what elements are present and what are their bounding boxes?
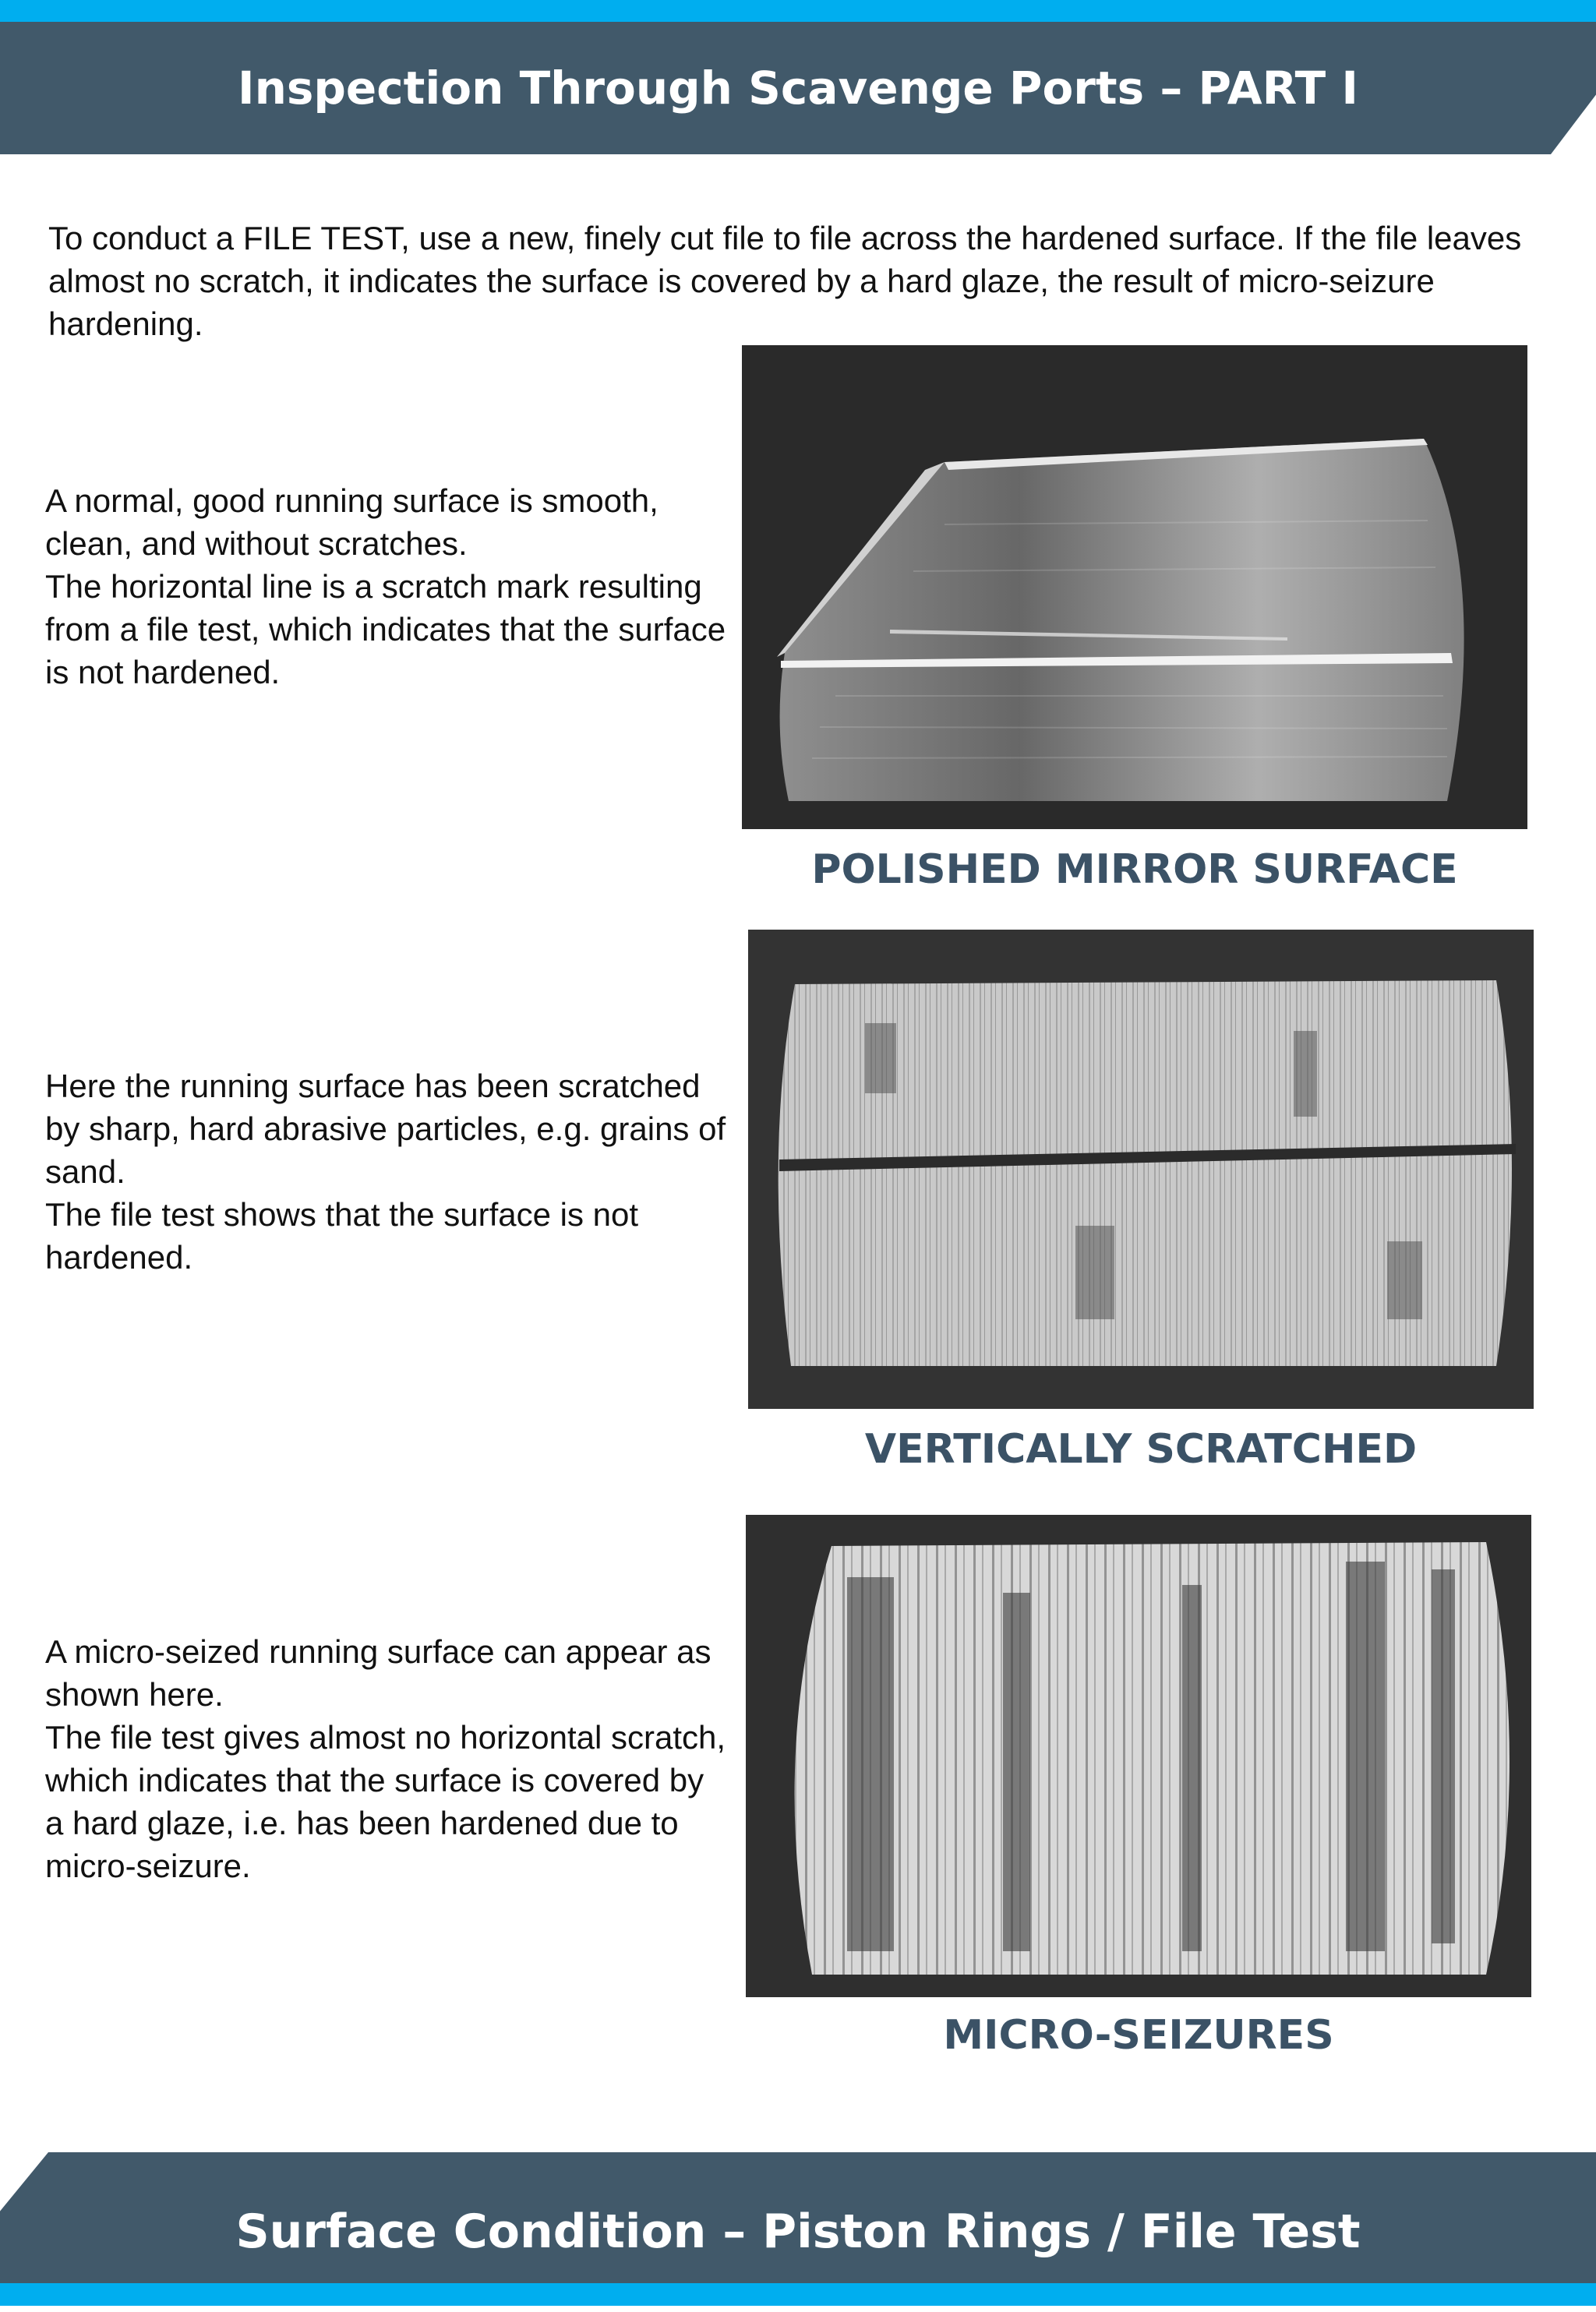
- section-3-caption: MICRO-SEIZURES: [943, 2012, 1334, 2059]
- vertically-scratched-photo: [748, 930, 1534, 1409]
- section-1-description: [45, 479, 731, 694]
- section-3-line-2: The file test gives almost no horizontal scratch, which indicates that the surface is covered by a hard glaze, i.e. has been hardened due to micro-seizure.: [45, 1719, 726, 1884]
- polished-mirror-surface-photo: [742, 345, 1527, 829]
- section-2-description: [45, 1064, 731, 1279]
- bottom-accent-stripe: [0, 2283, 1596, 2306]
- intro-paragraph: To conduct a FILE TEST, use a new, finely cut file to file across the hardened surface. If the file leaves almost no scratch, it indicates the surface is covered by a hard glaze, the result of micro-seizure hardening.: [48, 220, 1522, 342]
- section-2-line-1: Here the running surface has been scratched by sharp, hard abrasive particles, e.g. grains of sand.: [45, 1068, 726, 1190]
- micro-seizures-photo: [746, 1515, 1531, 1997]
- section-1-line-2: The horizontal line is a scratch mark resulting from a file test, which indicates that the surface is not hardened.: [45, 568, 726, 690]
- section-1-line-1: A normal, good running surface is smooth, clean, and without scratches.: [45, 482, 659, 562]
- section-2-line-2: The file test shows that the surface is not hardened.: [45, 1196, 639, 1276]
- section-1-caption: POLISHED MIRROR SURFACE: [811, 846, 1458, 893]
- section-3-description: [45, 1630, 731, 1887]
- section-2-caption: VERTICALLY SCRATCHED: [864, 1426, 1418, 1473]
- page-title: Inspection Through Scavenge Ports – PART I: [238, 62, 1358, 115]
- footer-title: Surface Condition – Piston Rings / File Test: [235, 2204, 1361, 2259]
- top-accent-stripe: [0, 0, 1596, 22]
- section-3-line-1: A micro-seized running surface can appear as shown here.: [45, 1633, 711, 1713]
